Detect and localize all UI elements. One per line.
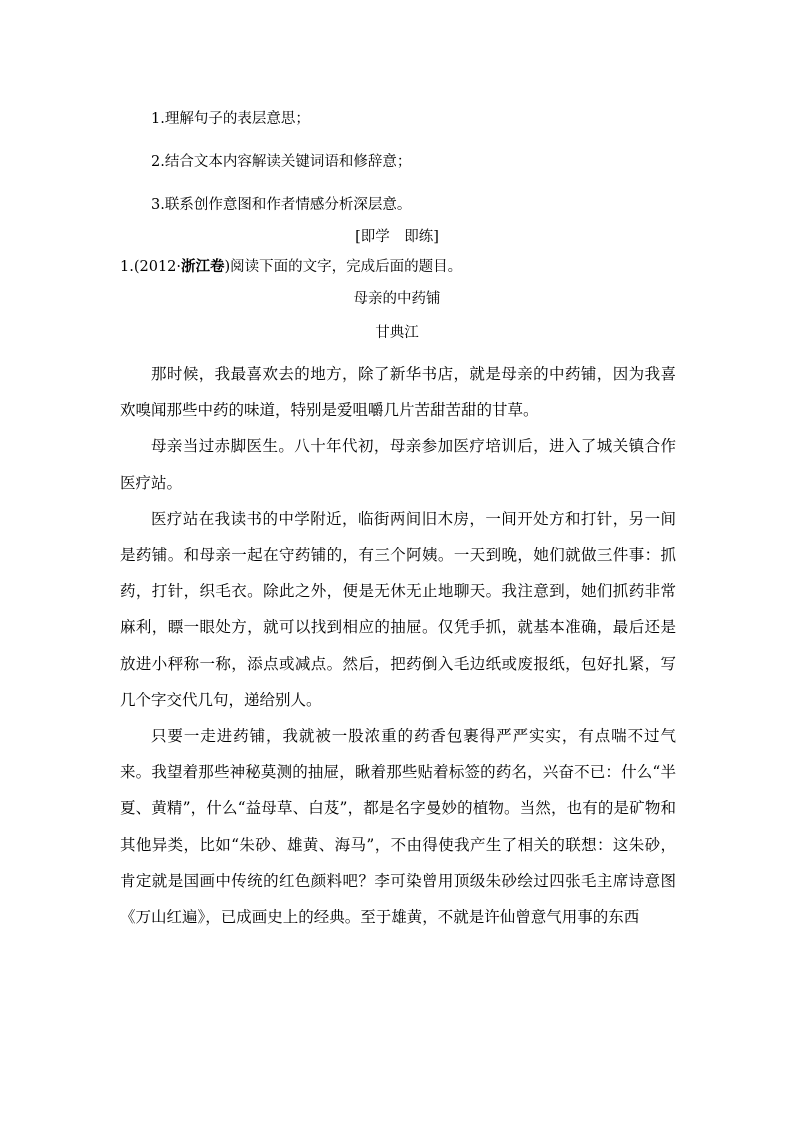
method-step-3: 3.联系创作意图和作者情感分析深层意。 [151, 197, 412, 213]
section-heading: [即学 即练] [355, 229, 439, 245]
question-prompt [120, 256, 462, 278]
paragraph-2: 母亲当过赤脚医生。八十年代初，母亲参加医疗培训后，进入了城关镇合作医疗站。 [120, 437, 676, 492]
question-source: 浙江卷 [181, 258, 225, 275]
article-body [120, 356, 676, 935]
paragraph-4: 只要一走进药铺，我就被一股浓重的药香包裹得严严实实，有点喘不过气来。我望着那些神秘莫测的抽屉，瞅着那些贴着标签的药名，兴奋不已：什么“半夏、黄精”，什么“益母草、白芨”，都是名字曼妙的植物。当然，也有的是矿物和其他异类，比如“朱砂、雄黄、海马”，不由得使我产生了相关的联想：这朱砂，肯定就是国画中传统的红色颜料吧？李可染曾用顶级朱砂绘过四张毛主席诗意图《万山红遍》，已成画史上的经典。至于雄黄，不就是许仙曾意气用事的东西 [120, 727, 676, 927]
method-steps [120, 104, 680, 233]
question-suffix: )阅读下面的文字，完成后面的题目。 [224, 259, 463, 275]
paragraph-3: 医疗站在我读书的中学附近，临街两间旧木房，一间开处方和打针，另一间是药铺。和母亲一起在守药铺的，有三个阿姨。一天到晚，她们就做三件事：抓药，打针，织毛衣。除此之外，便是无休无止地聊天。我注意到，她们抓药非常麻利，瞟一眼处方，就可以找到相应的抽屉。仅凭手抓，就基本准确，最后还是放进小秤称一称，添点或减点。然后，把药倒入毛边纸或废报纸，包好扎紧，写几个字交代几句，递给别人。 [120, 509, 676, 709]
paragraph-1: 那时候，我最喜欢去的地方，除了新华书店，就是母亲的中药铺，因为我喜欢嗅闻那些中药的味道，特别是爱咀嚼几片苦甜苦甜的甘草。 [120, 365, 676, 420]
question-prefix: 1.(2012· [120, 259, 182, 275]
article-author: 甘典江 [375, 325, 419, 341]
method-step-1: 1.理解句子的表层意思； [151, 111, 310, 127]
method-step-2: 2.结合文本内容解读关键词语和修辞意； [151, 154, 412, 170]
article-title: 母亲的中药铺 [353, 291, 441, 307]
